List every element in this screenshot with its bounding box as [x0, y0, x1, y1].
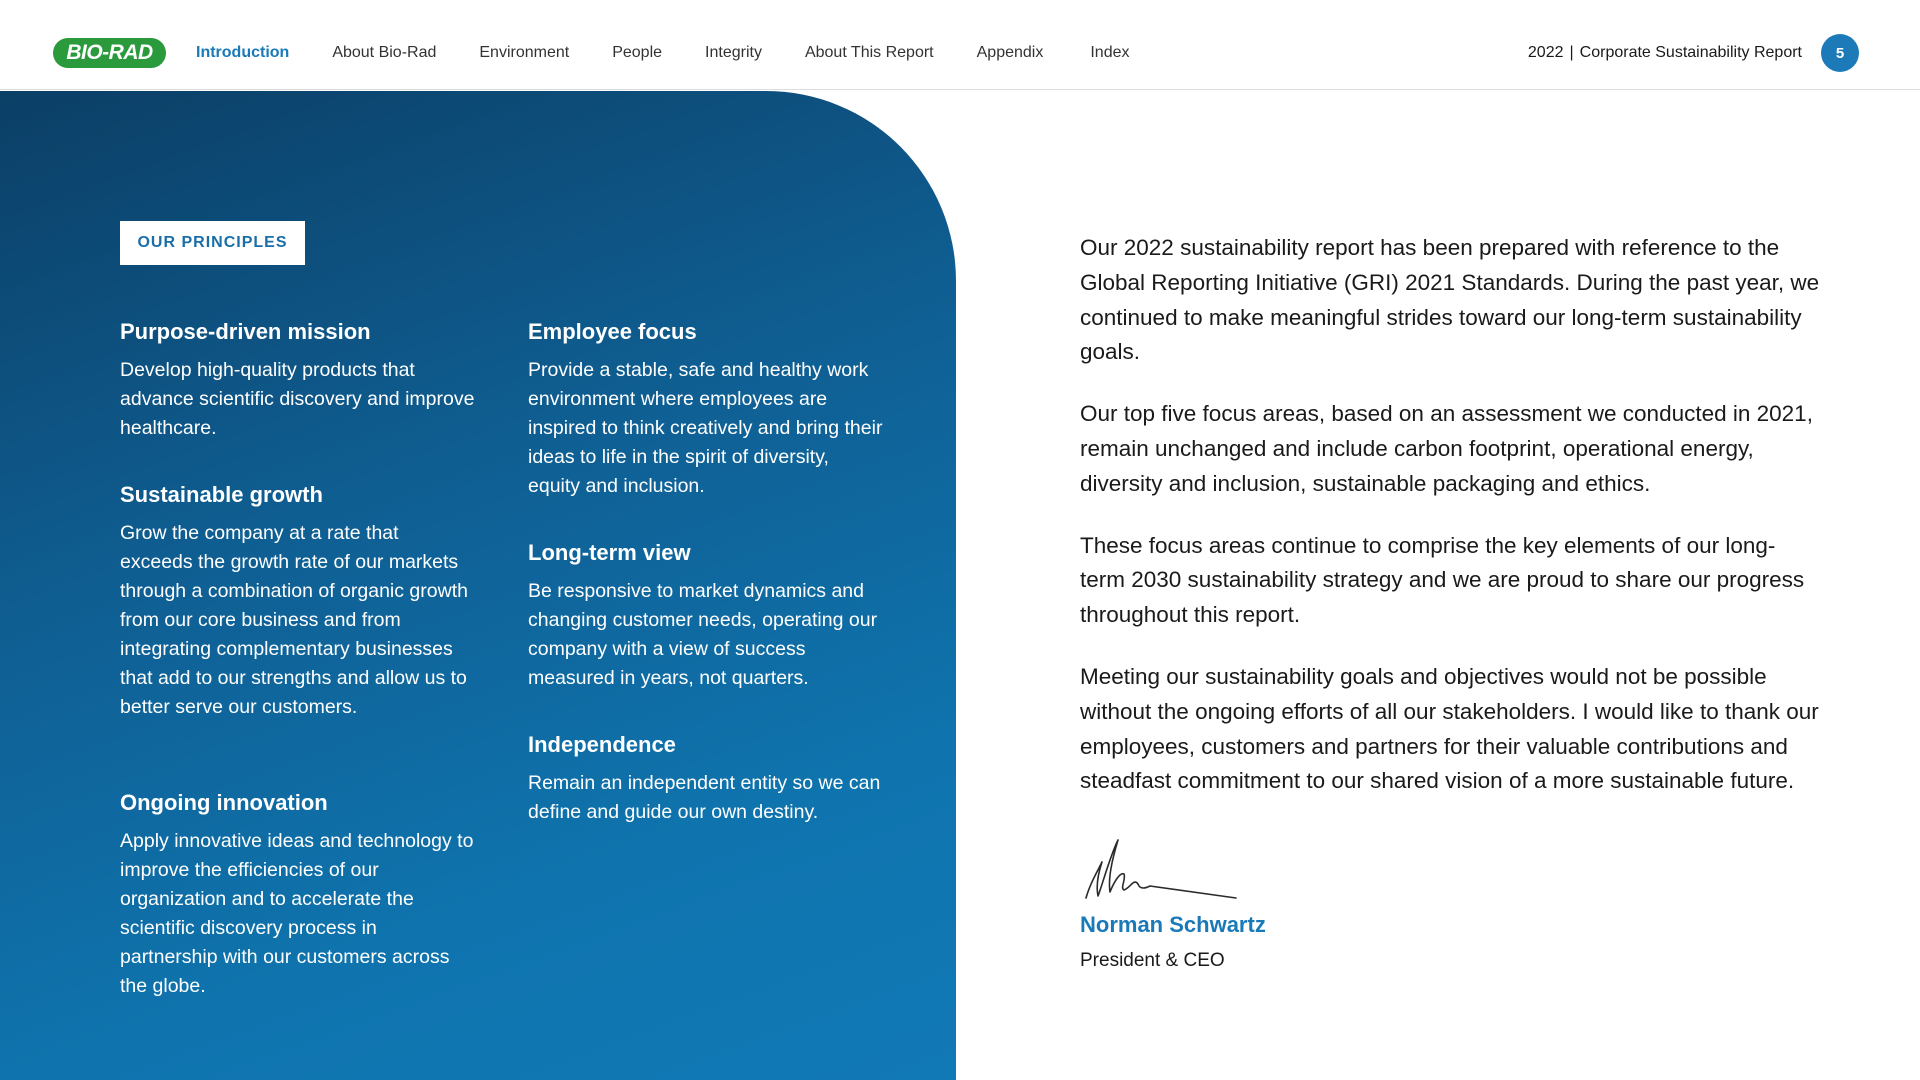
principle-long-term-view: [528, 539, 883, 693]
principle-body: Apply innovative ideas and technology to improve the efficiencies of our organization and to accelerate the scientific discovery process in partnership with our customers across the globe.: [120, 830, 474, 997]
principle-title: Purpose-driven mission: [120, 319, 371, 344]
principle-sustainable-growth: [120, 481, 475, 722]
principle-body: Provide a stable, safe and healthy work environment where employees are inspired to think creatively and bring their ideas to life in the spirit of diversity, equity and inclusion.: [528, 359, 883, 497]
report-separator: |: [1569, 44, 1574, 61]
nav-item-appendix[interactable]: Appendix: [976, 44, 1044, 61]
principle-body: Grow the company at a rate that exceeds the growth rate of our markets through a combination of organic growth from our core business and from integrating complementary businesses that add to our strengths and allow us to better serve our customers.: [120, 522, 468, 718]
principles-tag: OUR PRINCIPLES: [120, 221, 305, 265]
principle-title: Sustainable growth: [120, 482, 323, 507]
letter-paragraph: Our 2022 sustainability report has been prepared with reference to the Global Reporting Initiative (GRI) 2021 Standards. During the past year, we continued to make meaningful strides toward our long-term sustainability goals.: [1080, 235, 1820, 365]
signer-name: Norman Schwartz: [1080, 912, 1266, 937]
main-nav: [196, 44, 1129, 62]
signer-title: President & CEO: [1080, 950, 1225, 971]
ceo-letter: [1080, 231, 1820, 826]
nav-item-environment[interactable]: Environment: [479, 44, 570, 61]
principle-body: Remain an independent entity so we can define and guide our own destiny.: [528, 772, 881, 823]
letter-paragraph: Our top five focus areas, based on an assessment we conducted in 2021, remain unchanged and include carbon footprint, operational energy, diversity and inclusion, sustainable packaging and ethics.: [1080, 401, 1813, 496]
logo-text: BIO-RAD: [66, 41, 153, 64]
nav-item-introduction[interactable]: Introduction: [196, 44, 290, 61]
principle-title: Long-term view: [528, 540, 691, 565]
report-name: Corporate Sustainability Report: [1579, 44, 1802, 61]
letter-paragraph: These focus areas continue to comprise the key elements of our long-term 2030 sustainability strategy and we are proud to share our progress throughout this report.: [1080, 532, 1805, 628]
principle-title: Employee focus: [528, 319, 697, 344]
nav-item-people[interactable]: People: [612, 44, 663, 61]
nav-item-about-bio-rad[interactable]: About Bio-Rad: [332, 44, 437, 61]
principle-title: Ongoing innovation: [120, 790, 328, 815]
principle-employee-focus: [528, 318, 883, 501]
report-year: 2022: [1527, 44, 1564, 61]
principle-title: Independence: [528, 732, 676, 757]
principle-independence: [528, 731, 883, 827]
letter-paragraph: Meeting our sustainability goals and objectives would not be possible without the ongoing efforts of all our stakeholders. I would like to thank our employees, customers and partners for their valuable contributions and steadfast commitment to our shared vision of a more sustainable future.: [1080, 663, 1819, 794]
page-number-badge: 5: [1821, 34, 1859, 72]
nav-item-index[interactable]: Index: [1090, 44, 1130, 61]
nav-item-about-this-report[interactable]: About This Report: [804, 44, 934, 61]
ceo-signature: [1080, 834, 1240, 904]
principle-body: Develop high-quality products that advance scientific discovery and improve healthcare.: [120, 359, 475, 439]
report-title: [1528, 44, 1802, 62]
principle-body: Be responsive to market dynamics and changing customer needs, operating our company with a view of success measured in years, not quarters.: [528, 580, 878, 689]
top-navigation-bar: [0, 0, 1920, 90]
bio-rad-logo[interactable]: [53, 38, 166, 68]
principle-ongoing-innovation: [120, 789, 475, 1001]
principle-purpose-driven-mission: [120, 318, 475, 443]
nav-item-integrity[interactable]: Integrity: [705, 44, 762, 61]
